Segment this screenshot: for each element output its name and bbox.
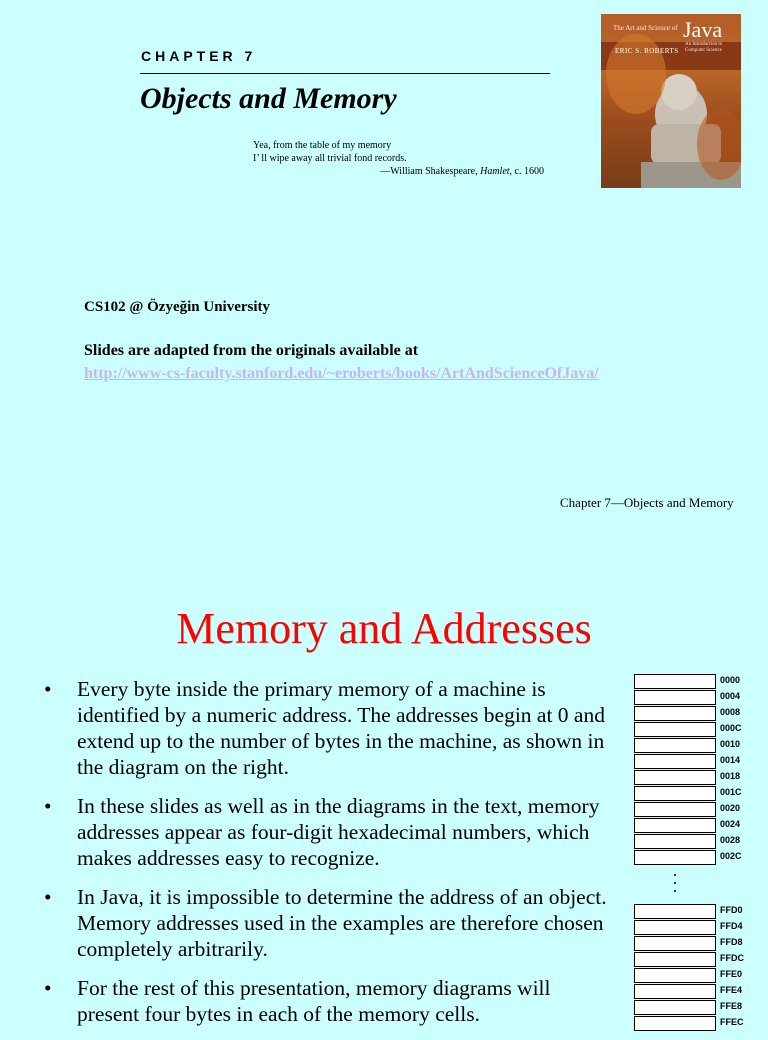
epigraph-attribution-prefix: —William Shakespeare, [380,166,481,177]
memory-address: 0018 [720,771,741,781]
slide-footer: Chapter 7—Objects and Memory [560,495,734,510]
memory-address: 0014 [720,755,741,765]
memory-address: FFD8 [720,937,743,947]
bullet-text: For the rest of this presentation, memory diagrams will present four bytes in each of the memory cells. [77,976,551,1026]
epigraph-attribution-suffix: , c. 1600 [509,166,544,177]
memory-cell [634,850,716,865]
memory-address: 0020 [720,803,741,813]
epigraph-line-1: Yea, from the table of my memory [253,140,392,151]
epigraph-attribution [253,165,544,178]
bullet-item [44,975,616,1027]
memory-address: FFE0 [720,969,743,979]
book-author: ERIC S. ROBERTS [615,47,679,55]
bullet-marker: • [44,794,52,818]
memory-address: 0008 [720,707,741,717]
memory-cell [634,738,716,753]
bullet-marker: • [44,976,52,1000]
memory-cell [634,1000,716,1015]
memory-cell [634,674,716,689]
course-label: CS102 @ Özyeğin University [84,299,271,315]
memory-cell [634,904,716,919]
bullet-marker: • [44,677,52,701]
memory-cell [634,968,716,983]
chapter-rule [140,73,550,74]
memory-address: FFE8 [720,1001,743,1011]
book-cover-image [601,14,741,188]
memory-cell [634,984,716,999]
memory-cell [634,754,716,769]
memory-address: 0024 [720,819,741,829]
epigraph-line-2: I’ ll wipe away all trivial fond records. [253,153,407,164]
chapter-title: Objects and Memory [140,82,397,115]
book-subtitle: An Introduction to Computer Science [685,42,723,53]
memory-diagram [634,674,768,1027]
bullet-item [44,884,616,962]
chapter-label: CHAPTER 7 [141,48,257,64]
bullet-text: In Java, it is impossible to determine the address of an object. Memory addresses used in the examples are therefore chosen completely arbitrarily. [77,885,607,961]
memory-ellipsis-dot [674,874,676,876]
memory-cell [634,802,716,817]
epigraph [253,139,544,178]
memory-cell [634,722,716,737]
memory-address: FFEC [720,1017,744,1027]
memory-cell [634,706,716,721]
bullet-list [44,676,616,1040]
memory-cell [634,770,716,785]
memory-address: 0010 [720,739,741,749]
book-title: Java [683,17,723,42]
book-series: The Art and Science of [613,24,678,32]
bullet-item [44,793,616,871]
memory-cell [634,920,716,935]
epigraph-work: Hamlet [480,166,510,177]
memory-address: FFD4 [720,921,743,931]
memory-cell [634,952,716,967]
memory-cell [634,936,716,951]
bullet-text: In these slides as well as in the diagrams in the text, memory addresses appear as four-digit hexadecimal numbers, which makes addresses easy to recognize. [77,794,600,870]
memory-ellipsis-dot [674,890,676,892]
memory-cell [634,818,716,833]
memory-cell [634,690,716,705]
memory-address: FFD0 [720,905,743,915]
memory-address: 002C [720,851,742,861]
memory-address: FFDC [720,953,744,963]
slides-note: Slides are adapted from the originals available at [84,342,419,359]
memory-cell [634,786,716,801]
bullet-marker: • [44,885,52,909]
memory-cell [634,834,716,849]
slide-title: Memory and Addresses [176,604,592,653]
bullet-item [44,676,616,780]
memory-ellipsis-dot [674,882,676,884]
bullet-text: Every byte inside the primary memory of a machine is identified by a numeric address. The addresses begin at 0 and extend up to the number of bytes in the machine, as shown in the diagram on the right. [77,677,605,779]
memory-address: 000C [720,723,742,733]
memory-address: 0028 [720,835,741,845]
memory-address: 0004 [720,691,741,701]
memory-address: FFE4 [720,985,743,995]
source-link[interactable]: http://www-cs-faculty.stanford.edu/~eroberts/books/ArtAndScienceOfJava/ [84,365,599,382]
memory-address: 001C [720,787,742,797]
memory-address: 0000 [720,675,741,685]
